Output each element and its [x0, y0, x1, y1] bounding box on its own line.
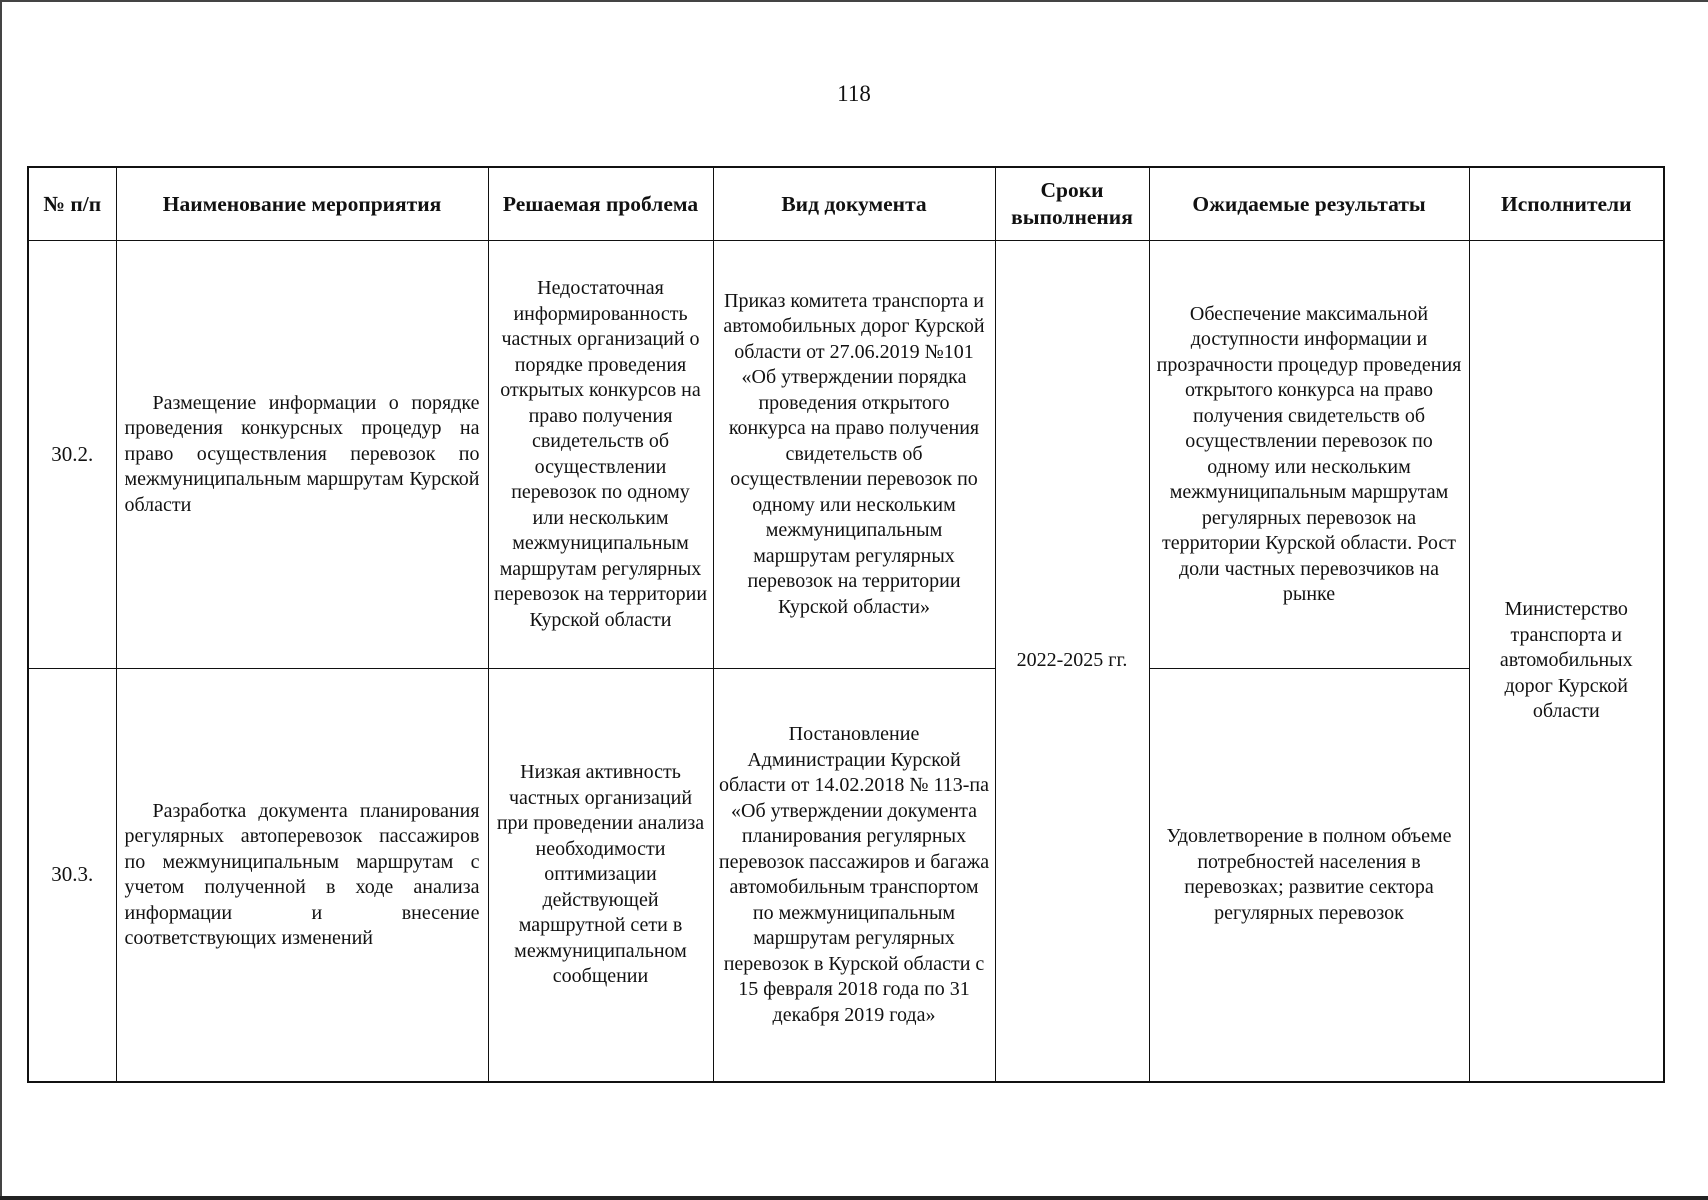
expected-results: Обеспечение максимальной доступности информации и прозрачности процедур проведения открытого конкурса на право получения свидетельств об осуществлении перевозок по одному или нескольким межмуниципальным маршрутам регулярных перевозок на территории Курской области. Рост доли частных перевозчиков на рынке — [1149, 241, 1469, 669]
header-executors: Исполнители — [1469, 167, 1664, 241]
page-number: 118 — [837, 81, 871, 106]
header-problem: Решаемая проблема — [488, 167, 713, 241]
executor-cell: Министерство транспорта и автомобильных дорог Курской области — [1469, 241, 1664, 1083]
scan-border-top — [0, 0, 1708, 2]
header-num: № п/п — [28, 167, 116, 241]
problem-text: Низкая активность частных организаций при проведении анализа необходимости оптимизации действующей маршрутной сети в межмуниципальном сообщении — [488, 669, 713, 1083]
measure-name: Размещение информации о порядке проведения конкурсных процедур на право осуществления перевозок по межмуниципальным маршрутам Курской области — [116, 241, 488, 669]
table-row — [28, 669, 1664, 1083]
document-type: Постановление Администрации Курской области от 14.02.2018 № 113-па «Об утверждении документа планирования регулярных перевозок пассажиров и багажа автомобильным транспортом по межмуниципальным маршрутам регулярных перевозок в Курской области с 15 февраля 2018 года по 31 декабря 2019 года» — [713, 669, 995, 1083]
scan-border-bottom — [0, 1196, 1708, 1200]
measures-table — [27, 166, 1665, 1083]
document-type: Приказ комитета транспорта и автомобильных дорог Курской области от 27.06.2019 №101 «Об утверждении порядка проведения открытого конкурса на право получения свидетельств об осуществлении перевозок по одному или нескольким межмуниципальным маршрутам регулярных перевозок на территории Курской области» — [713, 241, 995, 669]
row-number: 30.2. — [28, 241, 116, 669]
header-deadline: Сроки выполнения — [995, 167, 1149, 241]
scan-border-left — [0, 0, 2, 1200]
problem-text: Недостаточная информированность частных организаций о порядке проведения открытых конкурсов на право получения свидетельств об осуществлении перевозок по одному или нескольким межмуниципальным маршрутам регулярных перевозок на территории Курской области — [488, 241, 713, 669]
deadline-cell: 2022-2025 гг. — [995, 241, 1149, 1083]
row-number: 30.3. — [28, 669, 116, 1083]
measure-name: Разработка документа планирования регулярных автоперевозок пассажиров по межмуниципальным маршрутам с учетом полученной в ходе анализа информации и внесение соответствующих изменений — [116, 669, 488, 1083]
table-row — [28, 241, 1664, 669]
header-doc-type: Вид документа — [713, 167, 995, 241]
expected-results: Удовлетворение в полном объеме потребностей населения в перевозках; развитие сектора регулярных перевозок — [1149, 669, 1469, 1083]
table-header-row — [28, 167, 1664, 241]
header-results: Ожидаемые результаты — [1149, 167, 1469, 241]
header-name: Наименование мероприятия — [116, 167, 488, 241]
